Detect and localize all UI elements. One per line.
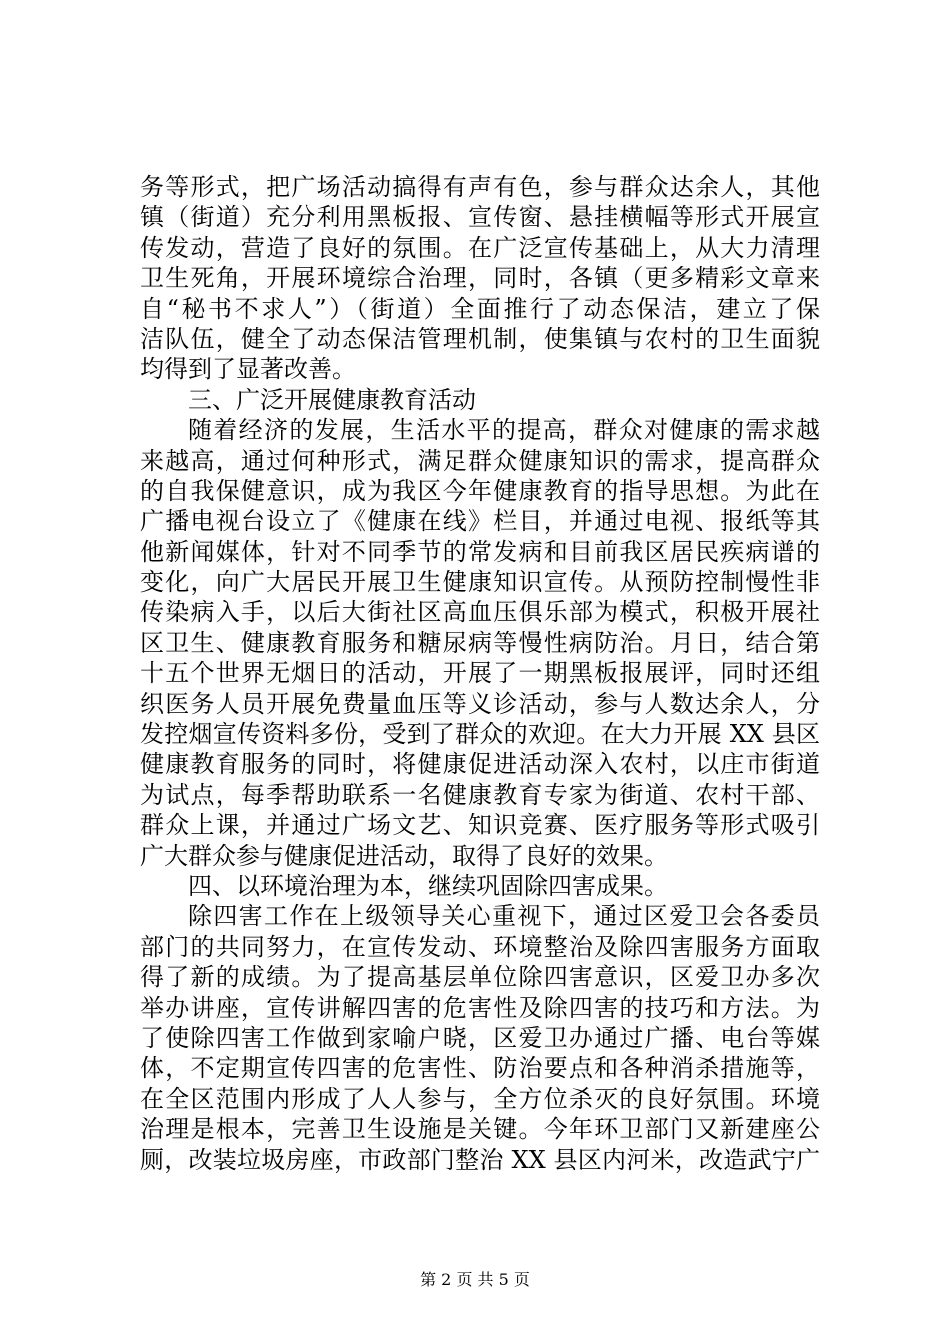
text-line: 体，不定期宣传四害的危害性、防治要点和各种消杀措施等， [140,1054,820,1083]
text-line: 织医务人员开展免费量血压等义诊活动，参与人数达余人，分 [140,689,820,718]
text-line: 了使除四害工作做到家喻户晓，区爱卫办通过广播、电台等媒 [140,1023,820,1052]
text-line: 来越高，通过何种形式，满足群众健康知识的需求，提高群众 [140,446,820,475]
text-line: 部门的共同努力，在宣传发动、环境整治及除四害服务方面取 [140,932,820,961]
text-line: 举办讲座，宣传讲解四害的危害性及除四害的技巧和方法。为 [140,993,820,1022]
document-body [140,172,820,1175]
text-line: 在全区范围内形成了人人参与，全方位杀灭的良好氛围。环境 [140,1084,820,1113]
text-line: 传染病入手，以后大街社区高血压俱乐部为模式，积极开展社 [140,598,820,627]
text-line: 广播电视台设立了《健康在线》栏目，并通过电视、报纸等其 [140,507,820,536]
text-line: 群众上课，并通过广场文艺、知识竞赛、医疗服务等形式吸引 [140,811,820,840]
text-line: 均得到了显著改善。 [140,355,356,384]
text-line: 健康教育服务的同时，将健康促进活动深入农村，以庄市街道 [140,750,820,779]
text-line: 卫生死角，开展环境综合治理，同时，各镇（更多精彩文章来 [140,264,820,293]
text-line: 洁队伍，健全了动态保洁管理机制，使集镇与农村的卫生面貌 [140,324,820,353]
text-line: 厕，改装垃圾房座，市政部门整治 XX 县区内河米，改造武宁广 [140,1145,820,1174]
paragraph-first-line: 除四害工作在上级领导关心重视下，通过区爱卫会各委员 [188,902,820,931]
text-line: 务等形式，把广场活动搞得有声有色，参与群众达余人，其他 [140,173,820,201]
text-line: 自“秘书不求人”）（街道）全面推行了动态保洁，建立了保 [140,294,820,323]
paragraph-first-line: 三、广泛开展健康教育活动 [188,385,476,414]
text-line: 变化，向广大居民开展卫生健康知识宣传。从预防控制慢性非 [140,568,820,597]
paragraph-first-line: 随着经济的发展，生活水平的提高，群众对健康的需求越 [188,416,820,445]
page-number-footer: 第 2 页 共 5 页 [420,1270,530,1289]
text-line: 的自我保健意识，成为我区今年健康教育的指导思想。为此在 [140,476,820,505]
text-line: 区卫生、健康教育服务和糖尿病等慢性病防治。月日，结合第 [140,628,820,657]
text-line: 广大群众参与健康促进活动，取得了良好的效果。 [140,841,668,870]
text-line: 传发动，营造了良好的氛围。在广泛宣传基础上，从大力清理 [140,233,820,262]
text-line: 发控烟宣传资料多份，受到了群众的欢迎。在大力开展 XX 县区 [140,720,820,749]
text-line: 为试点，每季帮助联系一名健康教育专家为街道、农村干部、 [140,780,820,809]
text-line: 镇（街道）充分利用黑板报、宣传窗、悬挂横幅等形式开展宣 [140,203,820,232]
text-line: 得了新的成绩。为了提高基层单位除四害意识，区爱卫办多次 [140,963,820,992]
text-line: 十五个世界无烟日的活动，开展了一期黑板报展评，同时还组 [140,659,820,688]
text-line: 治理是根本，完善卫生设施是关键。今年环卫部门又新建座公 [140,1115,820,1144]
text-line: 他新闻媒体，针对不同季节的常发病和目前我区居民疾病谱的 [140,537,820,566]
paragraph-first-line: 四、以环境治理为本，继续巩固除四害成果。 [188,871,668,900]
